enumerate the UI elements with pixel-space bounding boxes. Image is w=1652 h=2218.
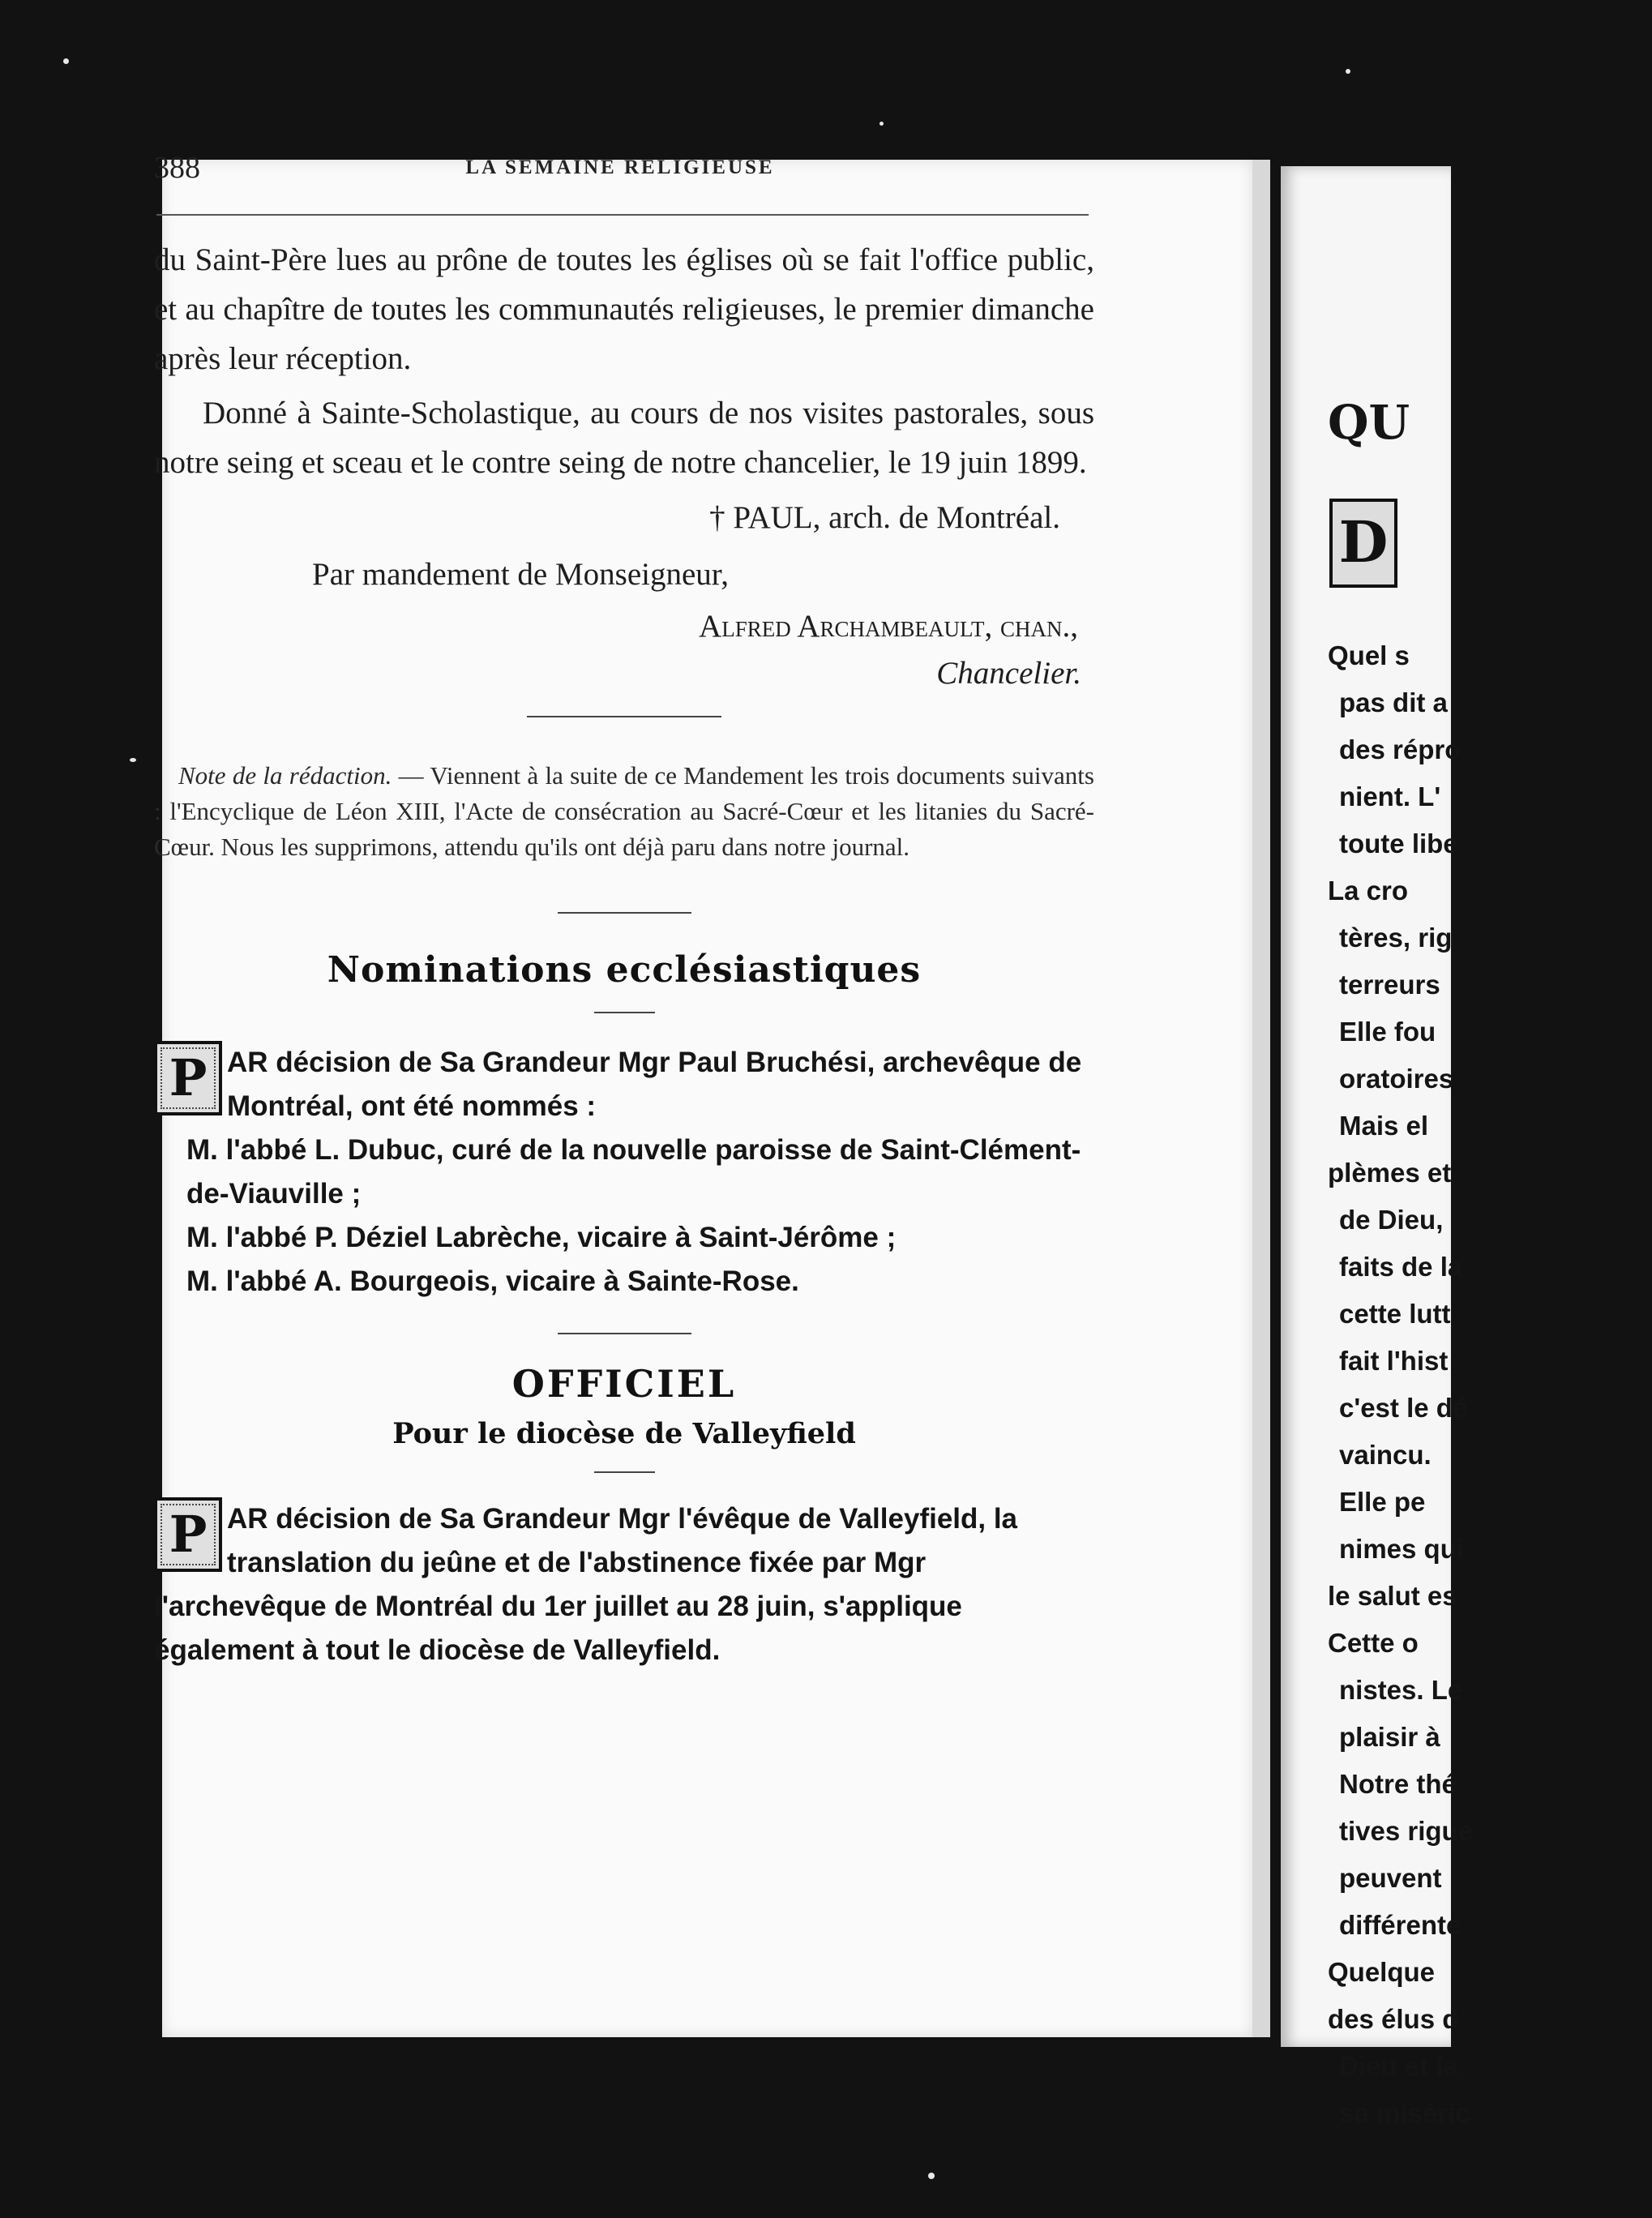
running-head <box>154 150 1086 191</box>
facing-line: terreurs <box>1339 970 1440 1000</box>
facing-line: Dieu et la <box>1339 2051 1458 2081</box>
editor-note-text: — Viennent à la suite de ce Mandement les trois documents suivants : l'Encyclique de Léon XIII, l'Acte de consécration au Sacré-Cœur et les litanies du Sacré-Cœur. Nous les supprimons, attendu qu'ils ont déjà paru dans notre journal. <box>154 761 1094 861</box>
nominations-section <box>154 1041 1094 1304</box>
facing-line: vaincu. <box>1339 1440 1432 1470</box>
facing-line: peuvent <box>1339 1863 1442 1893</box>
facing-line: La cro <box>1328 876 1409 906</box>
by-order-line: Par mandement de Monseigneur, <box>312 557 729 592</box>
header-rule <box>156 214 1089 216</box>
page-number: 388 <box>154 151 200 185</box>
running-title: LA SEMAINE RELIGIEUSE <box>465 156 775 178</box>
facing-line: des élus d <box>1328 2004 1459 2034</box>
facing-line: Cette o <box>1328 1628 1419 1658</box>
mandement-paragraph: du Saint-Père lues au prône de toutes les églises où se fait l'office public, et au chapître de toutes les communautés religieuses, le premier dimanche après leur réception. <box>154 242 1094 376</box>
editor-note-label: Note de la rédaction. <box>178 761 392 790</box>
drop-cap-initial: D <box>1329 499 1397 588</box>
mandement-paragraph: Donné à Sainte-Scholastique, au cours de nos visites pastorales, sous notre seing et sceau et le contre seing de notre chancelier, le 19 juin 1899. <box>154 396 1094 480</box>
facing-line: fait l'hist <box>1339 1346 1449 1376</box>
facing-line: Elle pe <box>1339 1487 1426 1517</box>
section-divider <box>527 716 721 717</box>
facing-heading-fragment: QU <box>1328 395 1410 450</box>
scan-speck <box>879 122 884 126</box>
scan-speck <box>1346 69 1350 74</box>
facing-line: plèmes et <box>1328 1158 1452 1188</box>
facing-line: le salut es <box>1328 1581 1457 1611</box>
facing-line: Notre thé <box>1339 1769 1457 1799</box>
nominations-heading: Nominations ecclésiastiques <box>327 949 922 991</box>
valleyfield-decision: AR décision de Sa Grandeur Mgr l'évêque de Valleyfield, la translation du jeûne et de l'abstinence fixée par Mgr l'archevêque de Montréal du 1er juillet au 28 juin, s'applique également à tout le diocèse de Valleyfield. <box>154 1503 1018 1666</box>
facing-line: Elle fou <box>1339 1017 1436 1047</box>
facing-line: faits de la <box>1339 1252 1463 1282</box>
archbishop-signature: † PAUL, arch. de Montréal. <box>709 500 1060 535</box>
scan-speck <box>63 58 69 64</box>
facing-line: de Dieu, <box>1339 1205 1444 1235</box>
facing-line: toute libe <box>1339 829 1458 859</box>
facing-line: pas dit a <box>1339 687 1448 717</box>
facing-line: nient. L' <box>1339 781 1441 811</box>
scan-speck <box>928 2173 935 2179</box>
facing-line: des répro <box>1339 734 1462 764</box>
section-divider <box>558 1333 691 1334</box>
facing-page-edge <box>1281 166 1474 2128</box>
valleyfield-section <box>154 1497 1094 1672</box>
nomination-item: M. l'abbé L. Dubuc, curé de la nouvelle paroisse de Saint-Clément-de-Viauville ; <box>186 1134 1081 1210</box>
page-body <box>154 235 1094 1672</box>
facing-line: tères, rig <box>1339 923 1453 953</box>
facing-line: cette lutt <box>1339 1299 1451 1329</box>
facing-line: plaisir à <box>1339 1722 1440 1752</box>
scan-speck <box>130 758 136 762</box>
facing-line: Quelque <box>1328 1957 1436 1987</box>
facing-line: oratoires <box>1339 1064 1454 1094</box>
drop-cap-initial: P <box>154 1041 222 1115</box>
nomination-item: M. l'abbé P. Déziel Labrèche, vicaire à Saint-Jérôme ; <box>186 1222 897 1253</box>
facing-line: tives rigue <box>1339 1816 1474 1846</box>
facing-line: sa miséric <box>1339 2098 1470 2128</box>
short-divider <box>594 1012 655 1013</box>
short-divider <box>594 1471 655 1473</box>
chancellor-title: Chancelier. <box>936 656 1081 691</box>
officiel-heading: OFFICIEL <box>511 1362 737 1406</box>
section-divider <box>558 912 691 914</box>
chancellor-name: Alfred Archambeault, chan., <box>699 609 1078 644</box>
nomination-item: M. l'abbé A. Bourgeois, vicaire à Sainte-Rose. <box>186 1265 799 1297</box>
facing-line: Mais el <box>1339 1111 1429 1141</box>
valleyfield-subheading: Pour le diocèse de Valleyfield <box>392 1417 856 1450</box>
nominations-intro: AR décision de Sa Grandeur Mgr Paul Bruchési, archevêque de Montréal, ont été nommés : <box>227 1047 1082 1122</box>
drop-cap-initial: P <box>154 1497 222 1572</box>
facing-line: nimes qui <box>1339 1534 1465 1564</box>
facing-line: différente <box>1339 1910 1462 1940</box>
facing-line: nistes. Le <box>1339 1675 1463 1705</box>
editor-note <box>154 758 1094 865</box>
facing-line: Quel s <box>1328 640 1410 670</box>
facing-line: c'est le dé <box>1339 1393 1468 1423</box>
